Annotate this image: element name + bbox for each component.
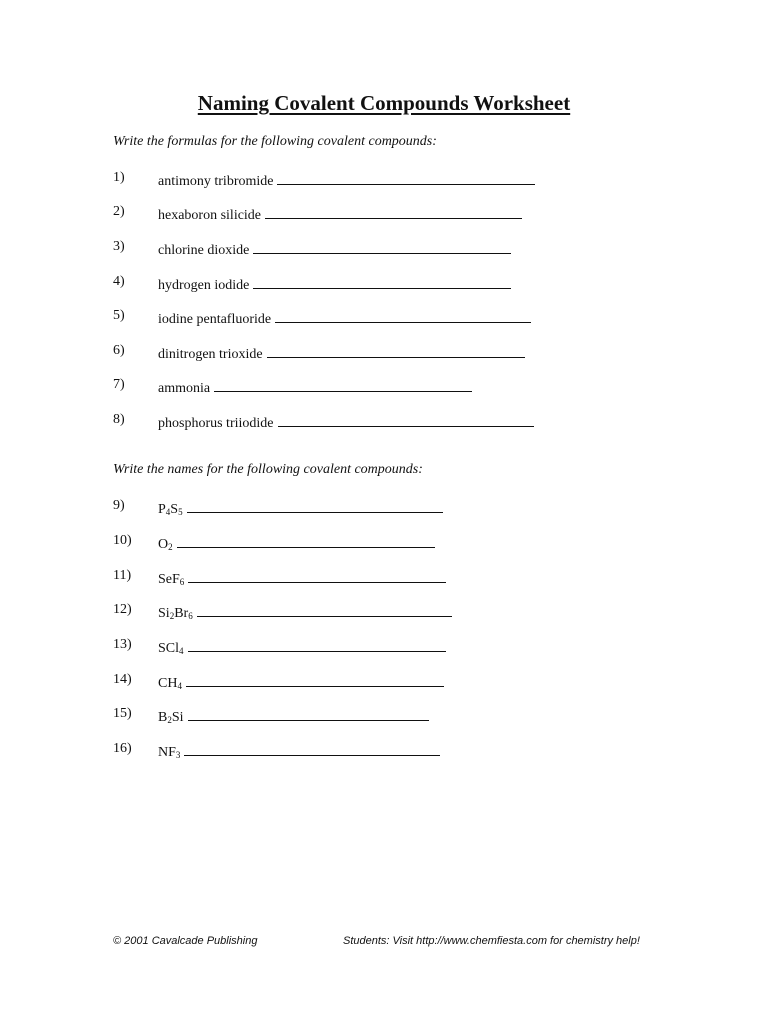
answer-blank[interactable] [278, 412, 534, 427]
compound-name: hydrogen iodide [158, 278, 250, 293]
compound-formula: $NF_3$ [158, 745, 181, 760]
compound-formula: $CH_4$ [158, 676, 182, 691]
question-prompt [158, 498, 443, 518]
question-number: 11) [113, 568, 132, 583]
answer-blank[interactable] [184, 741, 440, 756]
answer-blank[interactable] [277, 170, 535, 185]
question-prompt [158, 672, 444, 692]
compound-name: dinitrogen trioxide [158, 347, 263, 362]
compound-formula: $B_2Si$ [158, 710, 184, 725]
answer-blank[interactable] [188, 706, 429, 721]
question-prompt [158, 637, 446, 657]
question-prompt [158, 343, 525, 363]
compound-name: phosphorus triiodide [158, 416, 274, 431]
question-prompt [158, 706, 429, 726]
compound-name: antimony tribromide [158, 174, 274, 189]
question-number: 1) [113, 170, 125, 185]
question-prompt [158, 170, 535, 190]
question-number: 4) [113, 274, 125, 289]
question-number: 14) [113, 672, 132, 687]
compound-name: iodine pentafluoride [158, 312, 272, 327]
compound-formula: $O_2$ [158, 537, 173, 552]
question-prompt [158, 204, 522, 224]
question-number: 7) [113, 377, 125, 392]
page-title: Naming Covalent Compounds Worksheet [197, 91, 571, 115]
question-number: 12) [113, 602, 132, 617]
question-number: 9) [113, 498, 125, 513]
question-prompt [158, 741, 440, 761]
question-prompt [158, 602, 452, 622]
question-number: 6) [113, 343, 125, 358]
question-prompt [158, 239, 511, 259]
answer-blank[interactable] [253, 239, 511, 254]
question-prompt [158, 412, 534, 432]
answer-blank[interactable] [186, 672, 444, 687]
question-number: 16) [113, 741, 132, 756]
copyright-text: © 2001 Cavalcade Publishing [113, 935, 258, 947]
question-prompt [158, 274, 511, 294]
section2-instruction: Write the names for the following covalent compounds: [113, 462, 423, 477]
compound-formula: $Si_2Br_6$ [158, 606, 193, 621]
compound-formula: SeF$_6$ [158, 572, 185, 587]
question-number: 3) [113, 239, 125, 254]
answer-blank[interactable] [253, 274, 511, 289]
compound-name: chlorine dioxide [158, 243, 250, 258]
compound-name: ammonia [158, 381, 211, 396]
question-number: 5) [113, 308, 125, 323]
compound-formula: $P_4S_5$ [158, 502, 183, 517]
answer-blank[interactable] [214, 377, 472, 392]
compound-formula: SCl$_4$ [158, 641, 184, 656]
students-note: Students: Visit http://www.chemfiesta.com for chemistry help! [343, 935, 640, 947]
question-prompt [158, 377, 472, 397]
answer-blank[interactable] [275, 308, 531, 323]
question-number: 13) [113, 637, 132, 652]
answer-blank[interactable] [197, 602, 452, 617]
answer-blank[interactable] [187, 498, 443, 513]
answer-blank[interactable] [188, 637, 446, 652]
answer-blank[interactable] [177, 533, 435, 548]
section1-instruction: Write the formulas for the following covalent compounds: [113, 134, 437, 149]
question-number: 15) [113, 706, 132, 721]
question-number: 2) [113, 204, 125, 219]
question-prompt [158, 568, 446, 588]
answer-blank[interactable] [265, 204, 522, 219]
question-prompt [158, 533, 435, 553]
question-number: 10) [113, 533, 132, 548]
question-prompt [158, 308, 531, 328]
answer-blank[interactable] [267, 343, 525, 358]
compound-name: hexaboron silicide [158, 208, 262, 223]
question-number: 8) [113, 412, 125, 427]
answer-blank[interactable] [188, 568, 446, 583]
